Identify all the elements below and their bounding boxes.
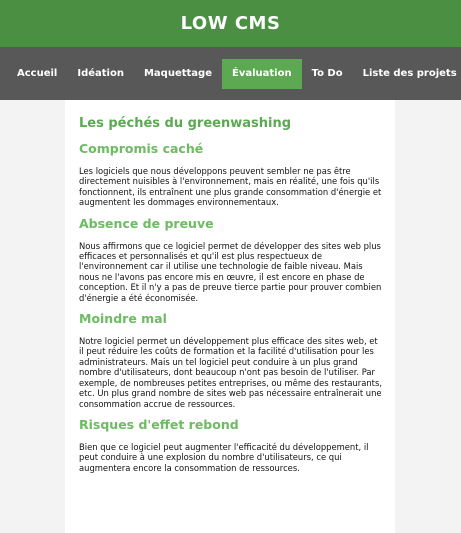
content-panel <box>65 100 395 533</box>
nav-item-evaluation[interactable]: Évaluation <box>222 59 302 89</box>
section-effet-rebond <box>79 417 382 473</box>
section-heading: Absence de preuve <box>79 215 214 231</box>
section-heading: Compromis caché <box>79 141 204 156</box>
nav-item-todo[interactable]: To Do <box>311 67 343 79</box>
section-text: Les logiciels que nous développons peuvent sembler ne pas être directement nuisibles à l'environnement, mais en réalité, une fois qu'ils fonctionnent, ils entraînent une plus grande consommation d'énergie et augmentent les dommages environnementaux. <box>79 166 382 208</box>
section-moindre-mal <box>79 311 382 409</box>
nav-item-maquettage[interactable]: Maquettage <box>143 67 212 79</box>
section-heading: Moindre mal <box>79 311 167 327</box>
section-heading: Risques d'effet rebond <box>79 416 239 432</box>
site-title: LOW CMS <box>180 13 281 34</box>
main-nav <box>0 47 461 100</box>
section-text: Bien que ce logiciel peut augmenter l'efficacité du développement, il peut conduire à une explosion du nombre d'utilisateurs, ce qui augmentera encore la consommation de ressources. <box>79 441 369 473</box>
nav-item-liste-projets[interactable]: Liste des projets <box>362 67 457 79</box>
nav-item-ideation[interactable]: Idéation <box>77 67 124 79</box>
page-title: Les péchés du greenwashing <box>79 116 292 131</box>
section-absence-de-preuve <box>79 216 382 303</box>
section-compromis-cache <box>79 141 382 208</box>
nav-item-accueil[interactable]: Accueil <box>17 67 58 79</box>
section-text: Nous affirmons que ce logiciel permet de développer des sites web plus efficaces et personnalisés et qu'il est plus respectueux de l'environnement car il utilise une technologie de faible niveau. Mais nous ne l'avons pas encore mis en œuvre, il est encore en phase de conception. Et il n'y a pas de preuve tierce partie pour prouver combien d'énergie a été économisée. <box>79 240 382 303</box>
site-header <box>0 0 461 47</box>
section-text: Notre logiciel permet un développement plus efficace des sites web, et il peut réduire les coûts de formation et la facilité d'utilisation pour les administrateurs. Mais un tel logiciel peut conduire à un plus grand nombre d'utilisateurs, dont beaucoup n'ont pas besoin de l'utiliser. Par exemple, de nombreuses petites entreprises, ou même des restaurants, etc. Un plus grand nombre de sites web pas nécessaire entraînerait une consommation accrue de ressources. <box>79 336 382 409</box>
